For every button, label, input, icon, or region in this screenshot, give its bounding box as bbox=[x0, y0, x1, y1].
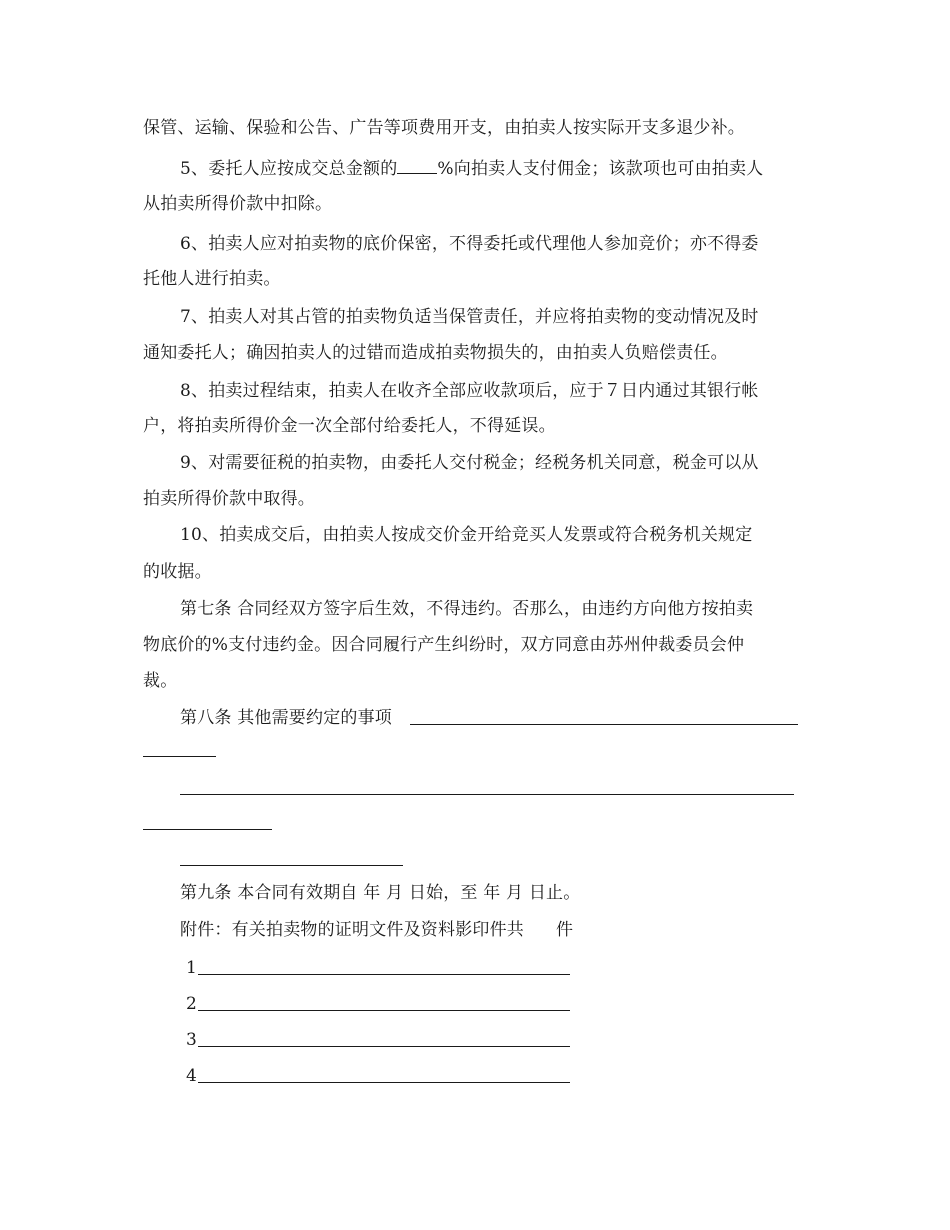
fill-line bbox=[198, 974, 570, 975]
fill-line bbox=[410, 724, 798, 725]
text-line: 的收据。 bbox=[143, 562, 212, 582]
attachment-number: 2 bbox=[186, 994, 198, 1014]
attachment-item bbox=[186, 1065, 197, 1087]
article-9: 第九条 本合同有效期自 年 月 日始，至 年 月 日止。 bbox=[180, 883, 581, 903]
attachment-text: 附件：有关拍卖物的证明文件及资料影印件共 bbox=[180, 920, 524, 940]
clause-5 bbox=[180, 157, 763, 180]
article-7: 第七条 合同经双方签字后生效，不得违约。否那么，由违约方向他方按拍卖 bbox=[180, 599, 754, 619]
clause-10: 10、拍卖成交后，由拍卖人按成交价金开给竞买人发票或符合税务机关规定 bbox=[180, 525, 753, 545]
clause-8: 8、拍卖过程结束，拍卖人在收齐全部应收款项后，应于７日内通过其银行帐 bbox=[180, 381, 759, 401]
blank-field bbox=[397, 157, 437, 174]
attachment-item bbox=[186, 1029, 197, 1051]
fill-line bbox=[143, 756, 216, 757]
text-line: 通知委托人；确因拍卖人的过错而造成拍卖物损失的，由拍卖人负赔偿责任。 bbox=[143, 343, 728, 363]
text-line: 拍卖所得价款中取得。 bbox=[143, 489, 315, 509]
attachment-item bbox=[186, 993, 197, 1015]
text-fragment: %向拍卖人支付佣金；该款项也可由拍卖人 bbox=[437, 159, 764, 179]
clause-9: 9、对需要征税的拍卖物，由委托人交付税金；经税务机关同意，税金可以从 bbox=[180, 453, 759, 473]
article-8: 第八条 其他需要约定的事项 bbox=[180, 708, 393, 728]
text-line: 从拍卖所得价款中扣除。 bbox=[143, 194, 333, 214]
attachment-number: 4 bbox=[186, 1066, 198, 1086]
text-line: 保管、运输、保验和公告、广告等项费用开支，由拍卖人按实际开支多退少补。 bbox=[143, 118, 745, 138]
fill-line bbox=[198, 1010, 570, 1011]
fill-line bbox=[180, 865, 403, 866]
text-line: 托他人进行拍卖。 bbox=[143, 269, 281, 289]
clause-7: 7、拍卖人对其占管的拍卖物负适当保管责任，并应将拍卖物的变动情况及时 bbox=[180, 307, 759, 327]
attachment-number: 1 bbox=[186, 958, 198, 978]
text-fragment: 5、委托人应按成交总金额的 bbox=[180, 159, 398, 179]
clause-6: 6、拍卖人应对拍卖物的底价保密，不得委托或代理他人参加竞价；亦不得委 bbox=[180, 234, 759, 254]
attachment-label bbox=[180, 919, 573, 941]
fill-line bbox=[143, 829, 272, 830]
fill-line bbox=[198, 1082, 570, 1083]
fill-line bbox=[198, 1046, 570, 1047]
text-line: 物底价的%支付违约金。因合同履行产生纠纷时，双方同意由苏州仲裁委员会仲 bbox=[143, 635, 745, 655]
text-line: 户，将拍卖所得价金一次全部付给委托人，不得延误。 bbox=[143, 416, 556, 436]
attachment-item bbox=[186, 957, 197, 979]
fill-line bbox=[180, 794, 794, 795]
attachment-unit: 件 bbox=[556, 920, 574, 940]
attachment-number: 3 bbox=[186, 1030, 198, 1050]
text-line: 裁。 bbox=[143, 671, 178, 691]
